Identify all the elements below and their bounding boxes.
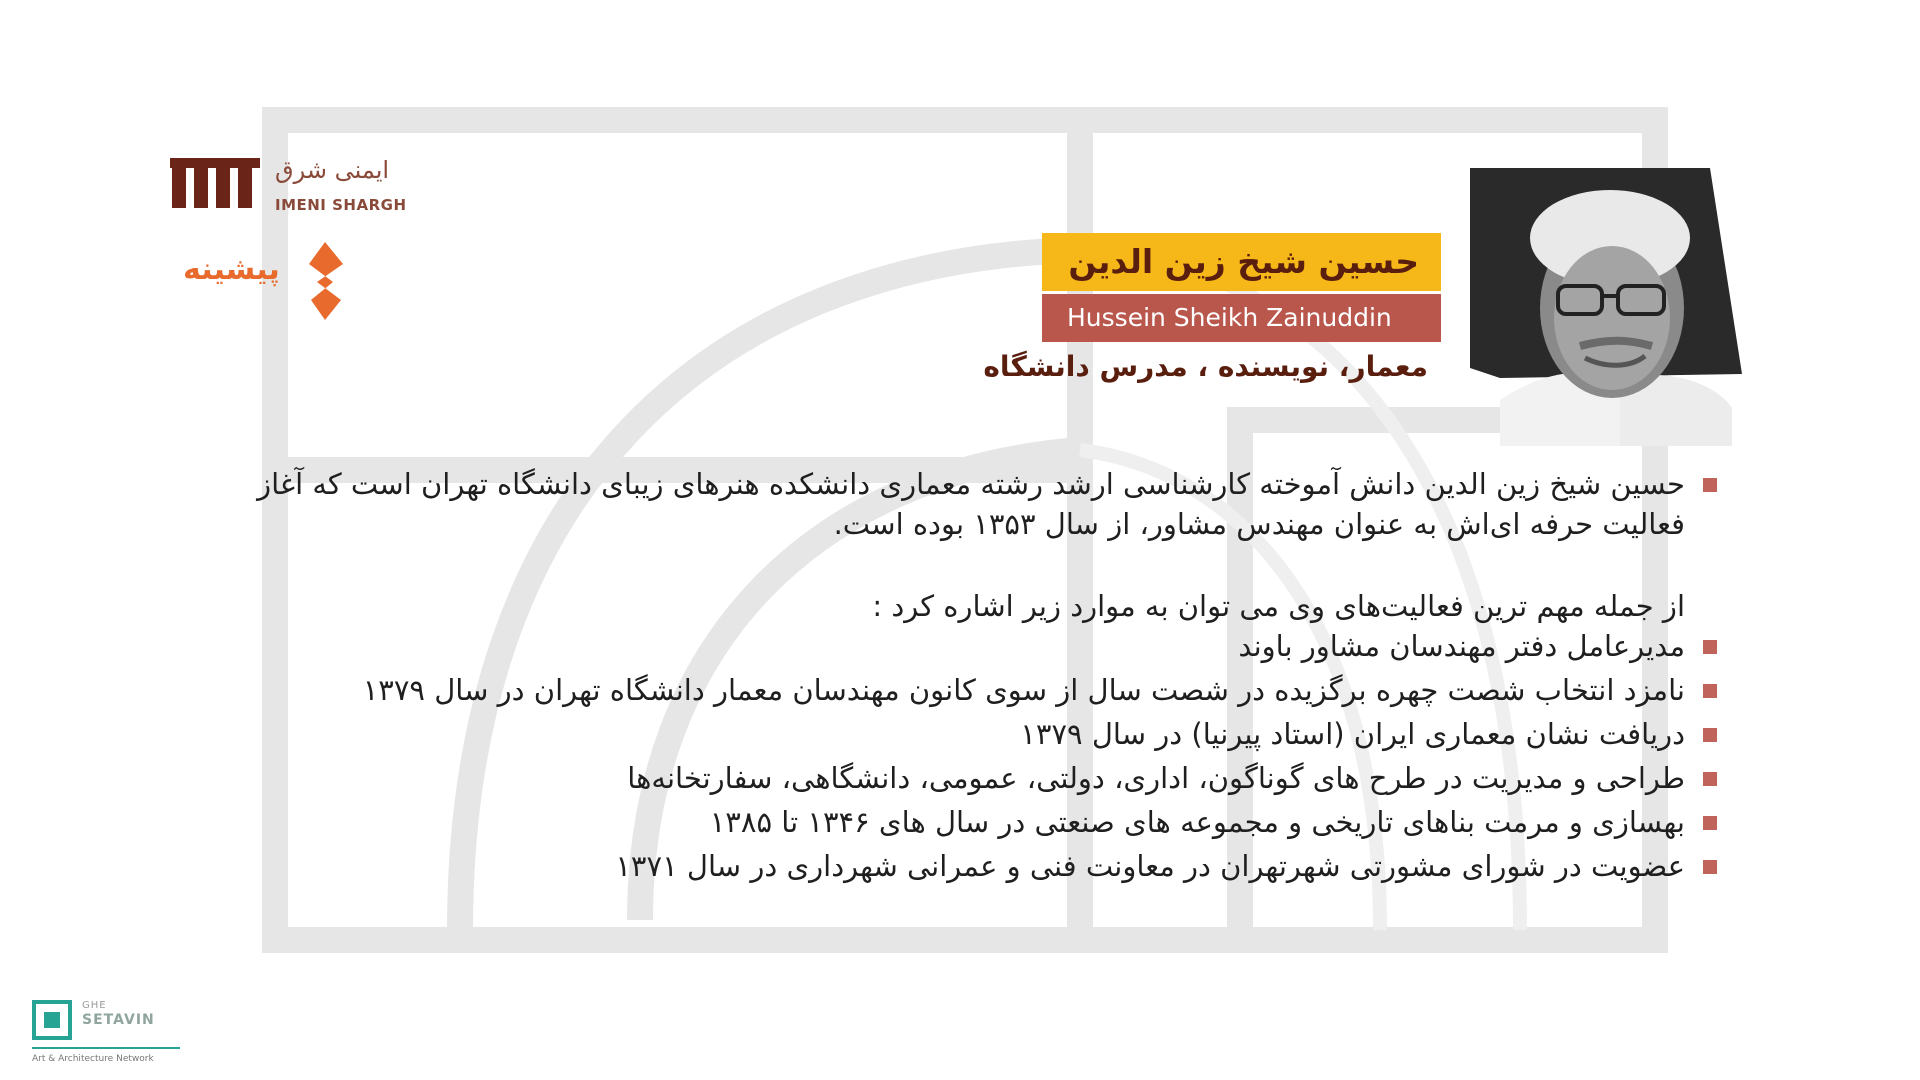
bullet-icon [1703,684,1717,698]
imeni-shargh-logo-icon [170,158,265,216]
person-name-fa: حسین شیخ زین الدین [1042,233,1441,291]
portal-line1: GHE [82,1000,107,1011]
bullet-icon [1703,772,1717,786]
list-item: دریافت نشان معماری ایران (استاد پیرنیا) در سال ۱۳۷۹ [183,714,1723,754]
imeni-shargh-logo [170,150,470,230]
bio-paragraph-block [183,464,1723,544]
bio-content [183,464,1723,890]
portal-logo-icon [32,1000,72,1040]
portal-divider [32,1047,180,1049]
person-name-en: Hussein Sheikh Zainuddin [1042,294,1441,342]
list-item: نامزد انتخاب شصت چهره برگزیده در شصت سال از سوی کانون مهندسان معمار دانشگاه تهران در سال ۱۳۷۹ [183,670,1723,710]
portal-logo [32,1000,192,1070]
portal-tagline: Art & Architecture Network [32,1054,154,1064]
person-role: معمار، نویسنده ، مدرس دانشگاه [983,350,1428,383]
list-item: طراحی و مدیریت در طرح های گوناگون، اداری، دولتی، عمومی، دانشگاهی، سفارتخانه‌ها [183,758,1723,798]
bullet-icon [1703,816,1717,830]
list-item: عضویت در شورای مشورتی شهرتهران در معاونت فنی و عمرانی شهرداری در سال ۱۳۷۱ [183,846,1723,886]
list-item: مدیرعامل دفتر مهندسان مشاور باوند [183,626,1723,666]
brand-name-en: IMENI SHARGH [275,196,407,214]
bullet-icon [1703,478,1717,492]
bio-paragraph: حسین شیخ زین الدین دانش آموخته کارشناسی ارشد رشته معماری دانشکده هنرهای زیبای دانشگاه تهران است که آغاز فعالیت حرفه ای‌اش به عنوان مهندس مشاور، از سال ۱۳۵۳ بوده است. [257,467,1685,541]
activities-intro: از جمله مهم ترین فعالیت‌های وی می توان به موارد زیر اشاره کرد : [872,589,1685,623]
section-logo [183,242,353,322]
portal-line2: SETAVIN [82,1012,155,1028]
brand-name-fa: ایمنی شرق [275,156,390,184]
section-logo-label: پیشینه [183,252,280,287]
portrait-photo [1470,168,1742,446]
bullet-icon [1703,860,1717,874]
list-item: بهسازی و مرمت بناهای تاریخی و مجموعه های صنعتی در سال های ۱۳۴۶ تا ۱۳۸۵ [183,802,1723,842]
bullet-icon [1703,640,1717,654]
pishineh-logo-icon [303,242,348,320]
activities-list [183,626,1723,886]
bullet-icon [1703,728,1717,742]
